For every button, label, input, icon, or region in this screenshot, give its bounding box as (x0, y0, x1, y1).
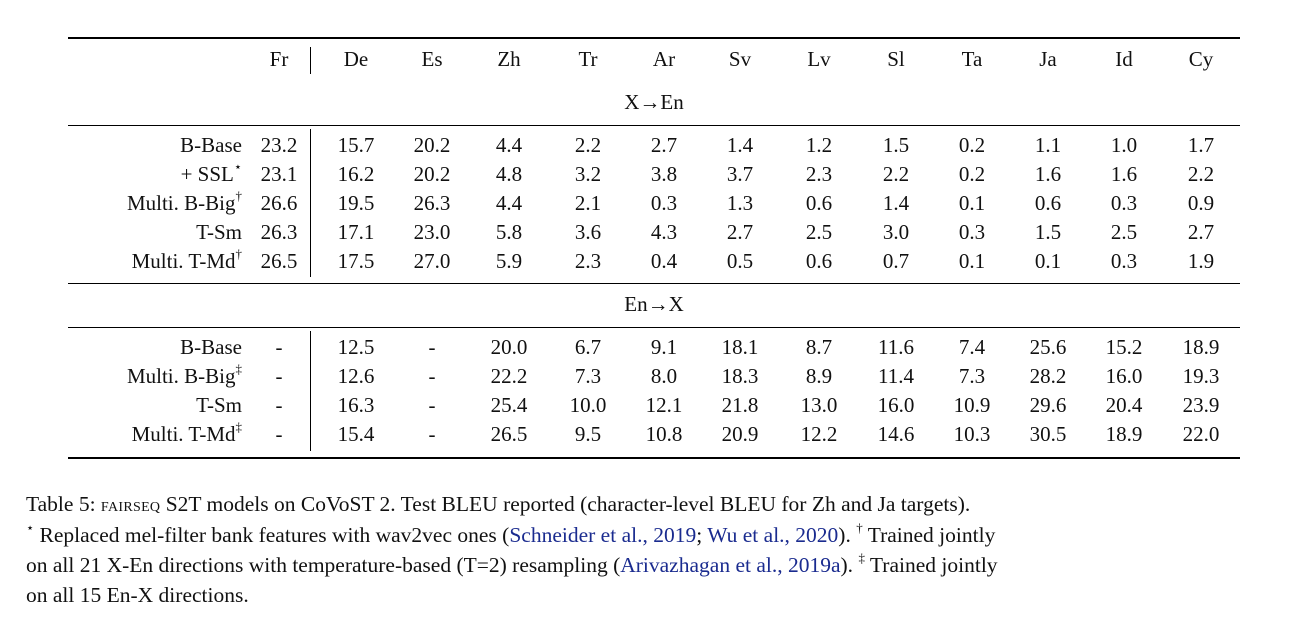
table-cell: 15.7 (337, 133, 375, 157)
caption-line-4 (26, 580, 1284, 610)
row-label-text: Multi. T-Md (131, 249, 236, 273)
table-cell: 26.3 (413, 191, 451, 215)
table-cell: 12.2 (800, 422, 838, 446)
table-cell: 10.0 (569, 393, 607, 417)
row-label (12, 188, 242, 215)
table-cell: 2.1 (574, 191, 602, 215)
fairseq-name: fairseq (100, 494, 161, 516)
section-title: En→X (624, 292, 684, 316)
table-cell: 0.1 (958, 249, 986, 273)
table-cell: 25.6 (1029, 335, 1067, 359)
table-cell: 8.7 (805, 335, 833, 359)
column-header: Cy (1188, 47, 1214, 71)
row-label (12, 220, 242, 244)
table-cell: 0.5 (726, 249, 754, 273)
table-cell: 20.2 (413, 133, 451, 157)
table-cell: 3.8 (650, 162, 678, 186)
table-cell: 0.4 (650, 249, 678, 273)
caption-line-2 (26, 520, 1284, 550)
caption-text-3c: Trained jointly (864, 553, 998, 577)
table-cell: 2.5 (805, 220, 833, 244)
table-cell: 3.2 (574, 162, 602, 186)
column-header: Zh (497, 47, 521, 71)
table-cell: 0.2 (958, 162, 986, 186)
table-cell: 0.3 (1110, 249, 1138, 273)
citation-link-arivazhagan[interactable]: Arivazhagan et al., 2019a (620, 553, 841, 577)
table-cell: 3.6 (574, 220, 602, 244)
section-rule-1 (68, 283, 1240, 284)
table-cell: 20.4 (1105, 393, 1143, 417)
table-cell: 16.2 (337, 162, 375, 186)
column-header: Sl (887, 47, 905, 71)
table-cell: 5.9 (495, 249, 523, 273)
table-cell: 26.5 (490, 422, 528, 446)
double-dagger-mark: ‡ (858, 549, 865, 565)
table-cell: 1.2 (805, 133, 833, 157)
table-cell: 11.4 (878, 364, 914, 388)
table-cell: - (428, 422, 436, 446)
row-label-mark: † (235, 246, 242, 261)
table-cell: 18.9 (1182, 335, 1220, 359)
table-cell: 29.6 (1029, 393, 1067, 417)
table-cell: 2.5 (1110, 220, 1138, 244)
table-cell: 3.7 (726, 162, 754, 186)
row-label-mark: ‡ (235, 419, 242, 434)
table-cell: 1.5 (882, 133, 910, 157)
table-cell: 26.3 (260, 220, 298, 244)
table-cell: 15.4 (337, 422, 375, 446)
row-label-text: B-Base (180, 133, 242, 157)
table-cell: 1.7 (1187, 133, 1215, 157)
table-cell: 4.8 (495, 162, 523, 186)
column-header: Tr (578, 47, 598, 71)
table-cell: 2.2 (574, 133, 602, 157)
table-cell: 1.9 (1187, 249, 1215, 273)
table-cell: 0.2 (958, 133, 986, 157)
table-cell: 1.6 (1034, 162, 1062, 186)
table-cell: 25.4 (490, 393, 528, 417)
section-title: X→En (624, 90, 684, 114)
table-cell: 13.0 (800, 393, 838, 417)
table-cell: 26.5 (260, 249, 298, 273)
caption-text-3a: on all 21 X-En directions with temperature-based (T=2) resampling ( (26, 553, 621, 577)
table-cell: 0.3 (958, 220, 986, 244)
table-cell: 20.9 (721, 422, 759, 446)
table-cell: 16.0 (1105, 364, 1143, 388)
citation-link-wu[interactable]: Wu et al., 2020 (707, 523, 839, 547)
table-cell: - (275, 393, 283, 417)
table-cell: 23.1 (260, 162, 298, 186)
row-label-text: Multi. B-Big (126, 364, 236, 388)
table-cell: 2.7 (650, 133, 678, 157)
table-cell: 4.4 (495, 191, 523, 215)
table-cell: 6.7 (574, 335, 602, 359)
table-cell: 27.0 (413, 249, 451, 273)
column-header: Es (421, 47, 443, 71)
table-cell: 18.1 (721, 335, 759, 359)
row-label (12, 133, 242, 157)
table-cell: 23.9 (1182, 393, 1220, 417)
row-label (12, 246, 242, 273)
top-rule (68, 37, 1240, 39)
table-cell: 0.1 (1034, 249, 1062, 273)
table-cell: 0.1 (958, 191, 986, 215)
table-cell: 28.2 (1029, 364, 1067, 388)
table-cell: 2.7 (726, 220, 754, 244)
caption-text-1: S2T models on CoVoST 2. Test BLEU reported (character-level BLEU for Zh and Ja targets). (160, 492, 971, 516)
row-label-text: B-Base (180, 335, 242, 359)
star-mark: ⋆ (26, 519, 35, 535)
table-cell: 0.7 (882, 249, 910, 273)
caption-text-2b: ). (838, 523, 857, 547)
table-cell: 0.3 (1110, 191, 1138, 215)
table-cell: 9.5 (574, 422, 602, 446)
column-header: Id (1115, 47, 1133, 71)
table-cell: - (275, 364, 283, 388)
table-cell: 0.9 (1187, 191, 1215, 215)
table-cell: 7.3 (958, 364, 986, 388)
caption-label: Table 5: (26, 492, 101, 516)
row-label (12, 419, 242, 446)
table-cell: 1.0 (1110, 133, 1138, 157)
table-cell: 7.3 (574, 364, 602, 388)
table-cell: 4.4 (495, 133, 523, 157)
column-header: Sv (728, 47, 752, 71)
table-cell: 8.9 (805, 364, 833, 388)
row-label-mark: ‡ (235, 361, 242, 376)
column-header: Ja (1039, 47, 1057, 71)
table-cell: 10.8 (645, 422, 683, 446)
table-cell: 18.9 (1105, 422, 1143, 446)
table-cell: 15.2 (1105, 335, 1143, 359)
table-cell: 14.6 (877, 422, 915, 446)
table-cell: 10.3 (953, 422, 991, 446)
row-label-mark: ⋆ (233, 159, 242, 174)
table-cell: 10.9 (953, 393, 991, 417)
table-cell: 1.4 (882, 191, 910, 215)
table-cell: 2.2 (882, 162, 910, 186)
column-header: Ta (961, 47, 983, 71)
table-cell: 26.6 (260, 191, 298, 215)
table-cell: 11.6 (878, 335, 914, 359)
caption-text-3b: ). (840, 553, 859, 577)
table-cell: 1.1 (1034, 133, 1062, 157)
table-cell: 23.0 (413, 220, 451, 244)
dagger-mark: † (856, 519, 863, 535)
column-header: De (343, 47, 369, 71)
table-cell: 12.6 (337, 364, 375, 388)
table-cell: 3.0 (882, 220, 910, 244)
caption-text-4: on all 15 En-X directions. (26, 583, 249, 607)
bottom-rule (68, 457, 1240, 459)
table-cell: 18.3 (721, 364, 759, 388)
table-cell: 20.0 (490, 335, 528, 359)
table-cell: 22.2 (490, 364, 528, 388)
table-cell: 21.8 (721, 393, 759, 417)
table-cell: - (428, 335, 436, 359)
caption-line-3 (26, 550, 1284, 580)
caption-text-2a: Replaced mel-filter bank features with wav2vec ones ( (34, 523, 510, 547)
table-cell: 20.2 (413, 162, 451, 186)
table-cell: - (275, 335, 283, 359)
table-cell: 2.3 (805, 162, 833, 186)
table-cell: 8.0 (650, 364, 678, 388)
column-header: Fr (269, 47, 289, 71)
citation-link-schneider[interactable]: Schneider et al., 2019 (509, 523, 697, 547)
row-label (12, 159, 242, 186)
table-cell: 0.6 (805, 249, 833, 273)
table-cell: 4.3 (650, 220, 678, 244)
table-cell: 0.6 (1034, 191, 1062, 215)
table-cell: 16.3 (337, 393, 375, 417)
table-cell: 12.5 (337, 335, 375, 359)
table-cell: 1.3 (726, 191, 754, 215)
row-label-text: + SSL (180, 162, 234, 186)
table-cell: 19.3 (1182, 364, 1220, 388)
table-cell: 17.1 (337, 220, 375, 244)
table-cell: 0.6 (805, 191, 833, 215)
row-label (12, 361, 242, 388)
table-cell: 9.1 (650, 335, 678, 359)
section-rule-top-1 (68, 125, 1240, 126)
table-cell: 2.3 (574, 249, 602, 273)
table-cell: 22.0 (1182, 422, 1220, 446)
citation-separator: ; (696, 523, 708, 547)
table-cell: 1.4 (726, 133, 754, 157)
table-cell: 19.5 (337, 191, 375, 215)
table-cell: - (428, 393, 436, 417)
table-cell: - (275, 422, 283, 446)
table-cell: 16.0 (877, 393, 915, 417)
section-rule-top-2 (68, 327, 1240, 328)
table-cell: 23.2 (260, 133, 298, 157)
row-label-text: T-Sm (196, 393, 242, 417)
caption-line-1 (26, 489, 1284, 520)
row-label (12, 335, 242, 359)
row-label-text: T-Sm (196, 220, 242, 244)
table-cell: 7.4 (958, 335, 986, 359)
table-cell: 0.3 (650, 191, 678, 215)
row-label (12, 393, 242, 417)
column-header: Lv (807, 47, 831, 71)
table-cell: 1.5 (1034, 220, 1062, 244)
table-cell: 2.7 (1187, 220, 1215, 244)
row-label-mark: † (235, 188, 242, 203)
row-label-text: Multi. T-Md (131, 422, 236, 446)
column-header: Ar (652, 47, 676, 71)
table-cell: 1.6 (1110, 162, 1138, 186)
row-label-text: Multi. B-Big (126, 191, 236, 215)
table-cell: 12.1 (645, 393, 683, 417)
table-cell: 30.5 (1029, 422, 1067, 446)
table-cell: - (428, 364, 436, 388)
table-caption (26, 489, 1284, 610)
caption-text-2c: Trained jointly (862, 523, 996, 547)
table-cell: 5.8 (495, 220, 523, 244)
table-cell: 17.5 (337, 249, 375, 273)
table-cell: 2.2 (1187, 162, 1215, 186)
